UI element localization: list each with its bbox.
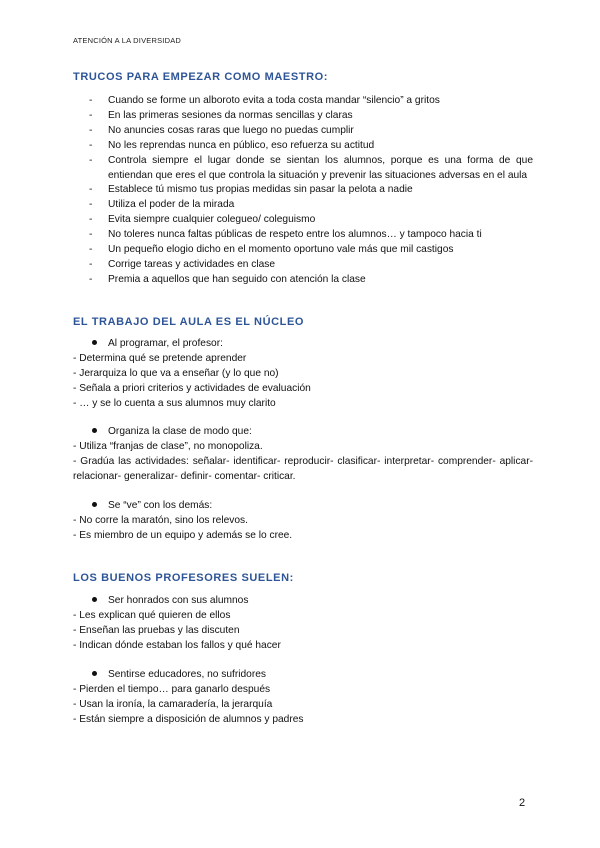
tip-list-item xyxy=(73,124,533,139)
dash-marker-icon: - xyxy=(89,95,93,106)
bullet-dot-icon xyxy=(92,597,97,602)
tip-list-item xyxy=(73,109,533,124)
dash-marker-icon: - xyxy=(89,109,93,121)
bullet-item xyxy=(73,336,533,351)
tip-text: Corrige tareas y actividades en clase xyxy=(108,258,276,270)
page-number: 2 xyxy=(519,797,526,809)
list-item: - Usan la ironía, la camaradería, la jerarquía xyxy=(73,699,273,710)
tip-text: Cuando se forme un alboroto evita a toda costa mandar “silencio” a gritos xyxy=(108,95,440,106)
bullet-dot-icon xyxy=(92,428,97,433)
tip-list-item xyxy=(73,258,533,273)
tip-list-item xyxy=(73,198,533,213)
group-se-ve xyxy=(73,498,533,543)
bullet-dot-icon xyxy=(92,671,97,676)
list-item: - Señala a priori criterios y actividades de evaluación xyxy=(73,383,311,394)
bullet-dot-icon xyxy=(92,340,97,345)
group-educadores xyxy=(73,667,533,727)
tip-text: Un pequeño elogio dicho en el momento oportuno vale más que mil castigos xyxy=(108,244,454,256)
tip-list-item xyxy=(73,94,533,109)
bullet-text: Organiza la clase de modo que: xyxy=(108,426,252,437)
tip-text: Premia a aquellos que han seguido con atención la clase xyxy=(108,273,366,285)
tip-list-item xyxy=(73,154,533,184)
tip-text: Establece tú mismo tus propias medidas sin pasar la pelota a nadie xyxy=(108,184,413,196)
list-item: - Están siempre a disposición de alumnos y padres xyxy=(73,714,304,725)
bullet-item xyxy=(73,498,533,513)
list-item: - Es miembro de un equipo y además se lo cree. xyxy=(73,530,293,541)
tip-list-item xyxy=(73,139,533,154)
bullet-text: Al programar, el profesor: xyxy=(108,338,223,349)
bullet-item xyxy=(73,424,533,439)
dash-marker-icon: - xyxy=(89,214,93,226)
list-item: - Determina qué se pretende aprender xyxy=(73,353,247,364)
tip-list-item xyxy=(73,228,533,243)
list-item: - Gradúa las actividades: señalar- identificar- reproducir- clasificar- interpretar- comprender- aplicar- relacionar- generalizar- definir- comentar- criticar. xyxy=(73,456,533,482)
dash-marker-icon: - xyxy=(89,258,93,270)
tip-list-item xyxy=(73,183,533,198)
tip-list-item xyxy=(73,273,533,288)
dash-marker-icon: - xyxy=(89,184,93,196)
tip-text: No toleres nunca faltas públicas de respeto entre los alumnos… y tampoco hacia ti xyxy=(108,229,482,241)
list-item: - Pierden el tiempo… para ganarlo después xyxy=(73,684,271,695)
tips-list xyxy=(73,94,533,288)
section-heading-trabajo-aula: EL TRABAJO DEL AULA ES EL NÚCLEO xyxy=(73,316,305,328)
dash-marker-icon: - xyxy=(89,244,93,256)
section-heading-trucos: TRUCOS PARA EMPEZAR COMO MAESTRO: xyxy=(73,71,329,83)
dash-marker-icon: - xyxy=(89,139,93,151)
dash-marker-icon: - xyxy=(89,229,93,241)
dash-marker-icon: - xyxy=(89,273,93,285)
group-organiza xyxy=(73,424,533,484)
dash-marker-icon: - xyxy=(89,154,93,166)
bullet-text: Ser honrados con sus alumnos xyxy=(108,595,249,606)
page-header: ATENCIÓN A LA DIVERSIDAD xyxy=(73,36,182,45)
tip-text: Controla siempre el lugar donde se sientan los alumnos, porque es una forma de que entiendan que eres el que controla la situación y prevenir las situaciones adversas en el aula xyxy=(108,154,533,181)
bullet-dot-icon xyxy=(92,502,97,507)
bullet-item xyxy=(73,593,533,608)
bullet-text: Se “ve” con los demás: xyxy=(108,500,213,511)
dash-marker-icon: - xyxy=(89,199,93,211)
group-programar xyxy=(73,336,533,411)
tip-text: En las primeras sesiones da normas sencillas y claras xyxy=(108,109,353,121)
group-honrados xyxy=(73,593,533,653)
tip-list-item xyxy=(73,243,533,258)
tip-text: Utiliza el poder de la mirada xyxy=(108,199,235,211)
list-item: - Enseñan las pruebas y las discuten xyxy=(73,625,240,636)
tip-text: No anuncies cosas raras que luego no puedas cumplir xyxy=(108,124,354,136)
tip-list-item xyxy=(73,213,533,228)
tip-text: No les reprendas nunca en público, eso refuerza su actitud xyxy=(108,139,375,151)
tip-text: Evita siempre cualquier colegueo/ coleguismo xyxy=(108,214,316,226)
list-item: - No corre la maratón, sino los relevos. xyxy=(73,515,248,526)
bullet-text: Sentirse educadores, no sufridores xyxy=(108,669,266,680)
list-item: - … y se lo cuenta a sus alumnos muy clarito xyxy=(73,398,276,409)
section-heading-buenos-profesores: LOS BUENOS PROFESORES SUELEN: xyxy=(73,572,294,584)
list-item: - Jerarquiza lo que va a enseñar (y lo que no) xyxy=(73,368,279,379)
list-item: - Utiliza “franjas de clase”, no monopoliza. xyxy=(73,441,263,452)
bullet-item xyxy=(73,667,533,682)
list-item: - Indican dónde estaban los fallos y qué hacer xyxy=(73,640,281,651)
dash-marker-icon: - xyxy=(89,124,93,136)
list-item: - Les explican qué quieren de ellos xyxy=(73,610,231,621)
